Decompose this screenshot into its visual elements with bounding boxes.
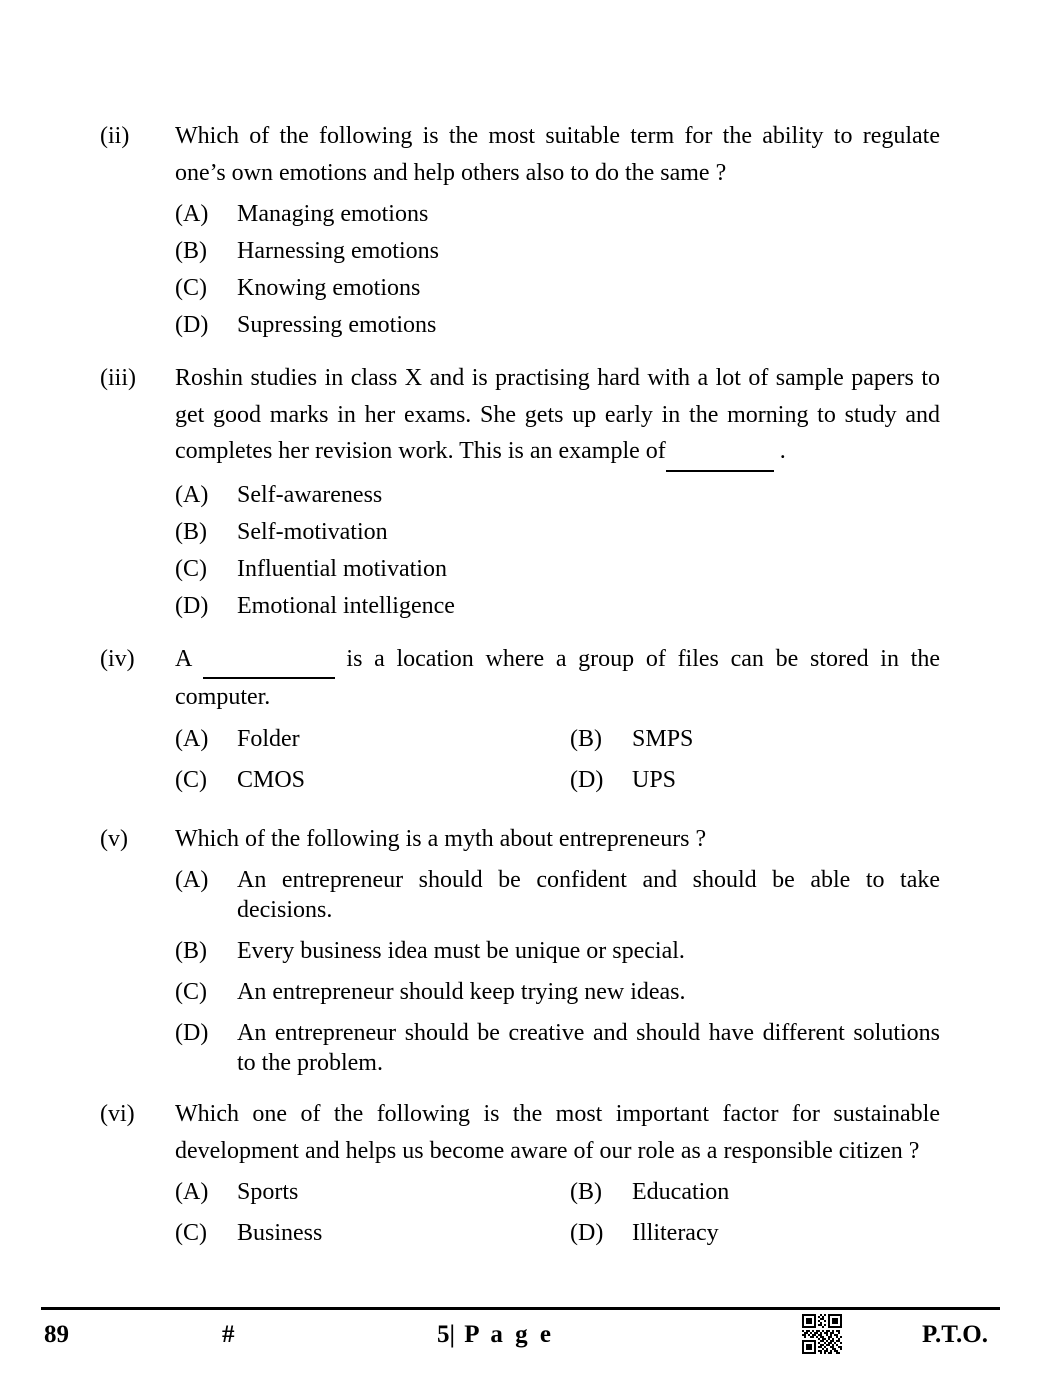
option-text: An entrepreneur should be creative and should have different solutions to the problem. (237, 1020, 940, 1076)
option-row (175, 1215, 940, 1256)
option-row (175, 196, 940, 233)
option-label: (D) (175, 312, 209, 338)
option-row (175, 762, 940, 803)
option-label: (A) (175, 725, 209, 752)
page-footer (0, 1315, 1046, 1361)
options-list (175, 865, 940, 1078)
option-label: (D) (570, 1220, 604, 1246)
option-d[interactable] (175, 307, 940, 344)
option-row (175, 307, 940, 344)
option-a[interactable] (175, 477, 940, 514)
options-list (175, 196, 940, 344)
option-label: (B) (175, 938, 207, 964)
option-label: (B) (570, 725, 602, 752)
option-label: (C) (175, 766, 207, 793)
option-text: Business (237, 1220, 323, 1246)
option-label: (A) (175, 1179, 209, 1205)
qr-code-icon (800, 1312, 844, 1356)
option-row (175, 233, 940, 270)
page-word: P a g e (464, 1321, 555, 1348)
option-a[interactable] (175, 1174, 565, 1211)
option-text: Influential motivation (237, 555, 447, 582)
option-label: (B) (175, 518, 207, 545)
option-column-left (175, 1174, 565, 1211)
option-b[interactable] (570, 1174, 970, 1211)
option-label: (A) (175, 481, 209, 508)
option-text: CMOS (237, 766, 306, 793)
option-label: (A) (175, 867, 209, 893)
option-text: Illiteracy (632, 1220, 719, 1246)
questions-container (100, 118, 940, 1270)
option-text: An entrepreneur should be confident and should be able to take decisions. (237, 867, 940, 923)
fill-in-blank[interactable] (203, 641, 335, 680)
option-text: Folder (237, 725, 300, 752)
question-number: (ii) (100, 123, 130, 149)
question-body (175, 118, 940, 344)
option-text: Self-motivation (237, 518, 388, 545)
option-row (175, 588, 940, 625)
option-c[interactable] (175, 762, 565, 799)
option-a[interactable] (175, 196, 940, 233)
question-vi (100, 1096, 940, 1256)
option-d[interactable] (175, 588, 940, 625)
option-c[interactable] (175, 977, 940, 1007)
option-text: Supressing emotions (237, 312, 437, 338)
option-label: (D) (570, 766, 604, 793)
option-a[interactable] (175, 865, 940, 925)
option-text: Emotional intelligence (237, 592, 455, 619)
question-stem-text: A (175, 645, 192, 672)
option-text: Education (632, 1179, 730, 1205)
option-label: (B) (570, 1179, 602, 1205)
option-row (175, 551, 940, 588)
option-column-left (175, 762, 565, 799)
option-c[interactable] (175, 1215, 565, 1252)
option-text: Knowing emotions (237, 275, 421, 301)
option-row (175, 1174, 940, 1215)
option-b[interactable] (175, 233, 940, 270)
question-body (175, 641, 940, 803)
option-b[interactable] (175, 936, 940, 966)
option-row (175, 721, 940, 762)
option-text: Self-awareness (237, 481, 383, 508)
option-d[interactable] (570, 1215, 970, 1252)
question-body (175, 1096, 940, 1256)
question-number: (iv) (100, 645, 135, 672)
option-column-left (175, 721, 565, 758)
option-text: Every business idea must be unique or special. (237, 938, 685, 964)
question-stem-tail: . (779, 438, 786, 464)
options-list (175, 721, 940, 803)
turn-over-label: P.T.O. (922, 1321, 988, 1348)
question-stem: Which of the following is a myth about entrepreneurs ? (175, 825, 707, 852)
question-stem-text: Roshin studies in class X and is practising hard with a lot of sample papers to get good marks in her exams. She gets up early in the morning to study and completes her revision work. This is an example of (175, 365, 940, 464)
option-label: (C) (175, 1220, 207, 1246)
paper-code: 89 (44, 1321, 69, 1348)
question-stem-tail: is a location where a group of files can be stored in the computer. (175, 645, 940, 710)
option-label: (A) (175, 201, 209, 227)
option-d[interactable] (175, 1018, 940, 1078)
option-row (175, 514, 940, 551)
question-number: (vi) (100, 1101, 135, 1127)
option-text: Harnessing emotions (237, 238, 439, 264)
option-column-right (570, 1215, 970, 1252)
option-text: Managing emotions (237, 201, 429, 227)
option-text: UPS (632, 766, 677, 793)
footer-divider (41, 1307, 1000, 1310)
option-column-right (570, 1174, 970, 1211)
option-label: (C) (175, 555, 207, 582)
option-label: (D) (175, 1020, 209, 1046)
hash-mark: # (222, 1321, 235, 1348)
option-row (175, 270, 940, 307)
option-label: (B) (175, 238, 207, 264)
question-iv (100, 641, 940, 803)
option-b[interactable] (175, 514, 940, 551)
question-number: (v) (100, 825, 128, 852)
option-a[interactable] (175, 721, 565, 758)
option-b[interactable] (570, 721, 970, 758)
option-column-right (570, 762, 970, 799)
option-d[interactable] (570, 762, 970, 799)
option-c[interactable] (175, 270, 940, 307)
option-label: (D) (175, 592, 209, 619)
question-v (100, 821, 940, 1079)
option-row (175, 477, 940, 514)
question-body (175, 360, 940, 625)
option-text: An entrepreneur should keep trying new ideas. (237, 979, 686, 1005)
page-separator: | (449, 1321, 456, 1348)
fill-in-blank[interactable] (666, 433, 774, 472)
option-text: SMPS (632, 725, 694, 752)
question-stem: Which one of the following is the most important factor for sustainable development and helps us become aware of our role as a responsible citizen ? (175, 1101, 940, 1164)
question-ii (100, 118, 940, 344)
options-list (175, 1174, 940, 1256)
question-iii (100, 360, 940, 625)
option-text: Sports (237, 1179, 299, 1205)
option-c[interactable] (175, 551, 940, 588)
question-body (175, 821, 940, 1079)
option-label: (C) (175, 275, 207, 301)
question-stem (175, 360, 940, 472)
question-stem (175, 641, 940, 716)
options-list (175, 477, 940, 625)
option-column-right (570, 721, 970, 758)
page-indicator (437, 1315, 554, 1355)
page-number: 5 (437, 1321, 450, 1348)
option-label: (C) (175, 979, 207, 1005)
question-stem: Which of the following is the most suitable term for the ability to regulate one’s own emotions and help others also to do the same ? (175, 123, 940, 186)
option-column-left (175, 1215, 565, 1252)
question-number: (iii) (100, 365, 136, 391)
